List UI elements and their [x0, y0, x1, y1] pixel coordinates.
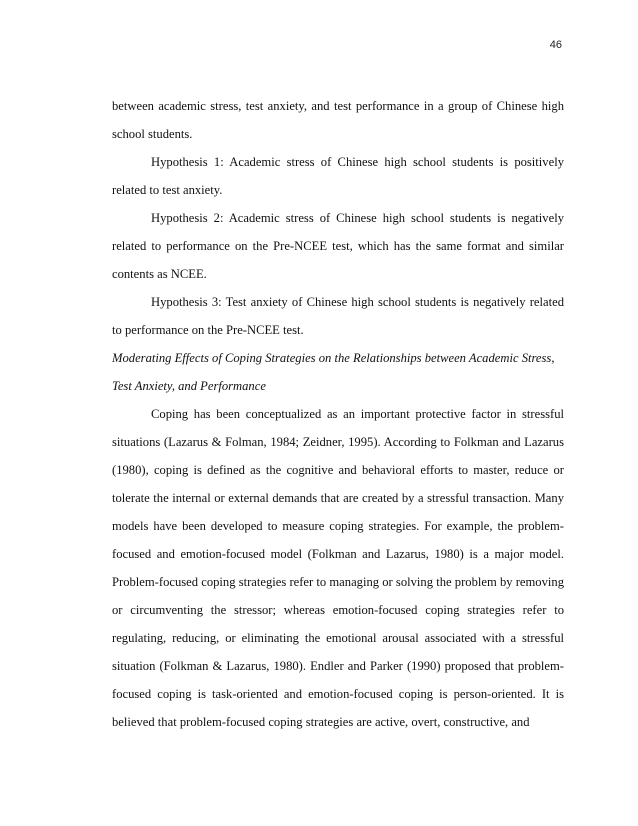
hypothesis-3: Hypothesis 3: Test anxiety of Chinese high school students is negatively related to performance on the Pre-NCEE test. — [112, 295, 564, 337]
hypothesis-2: Hypothesis 2: Academic stress of Chinese high school students is negatively related to performance on the Pre-NCEE test, which has the same format and similar contents as NCEE. — [112, 211, 564, 281]
section-paragraph: Coping has been conceptualized as an important protective factor in stressful situations (Lazarus & Folman, 1984; Zeidner, 1995). According to Folkman and Lazarus (1980), coping is defined as the cognitive and behavioral efforts to master, reduce or tolerate the internal or external demands that are created by a stressful transaction. Many models have been developed to measure coping strategies. For example, the problem-focused and emotion-focused model (Folkman and Lazarus, 1980) is a major model. Problem-focused coping strategies refer to managing or solving the problem by removing or circumventing the stressor; whereas emotion-focused coping strategies refer to regulating, reducing, or eliminating the emotional arousal associated with a stressful situation (Folkman & Lazarus, 1980). Endler and Parker (1990) proposed that problem-focused coping is task-oriented and emotion-focused coping is person-oriented. It is believed that problem-focused coping strategies are active, overt, constructive, and — [112, 407, 564, 729]
body-text — [112, 92, 564, 736]
paragraph-continuation: between academic stress, test anxiety, and test performance in a group of Chinese high school students. — [112, 99, 564, 141]
hypothesis-1: Hypothesis 1: Academic stress of Chinese high school students is positively related to test anxiety. — [112, 155, 564, 197]
section-heading: Moderating Effects of Coping Strategies on the Relationships between Academic Stress, Test Anxiety, and Performance — [112, 351, 555, 393]
page-number: 46 — [549, 39, 562, 51]
